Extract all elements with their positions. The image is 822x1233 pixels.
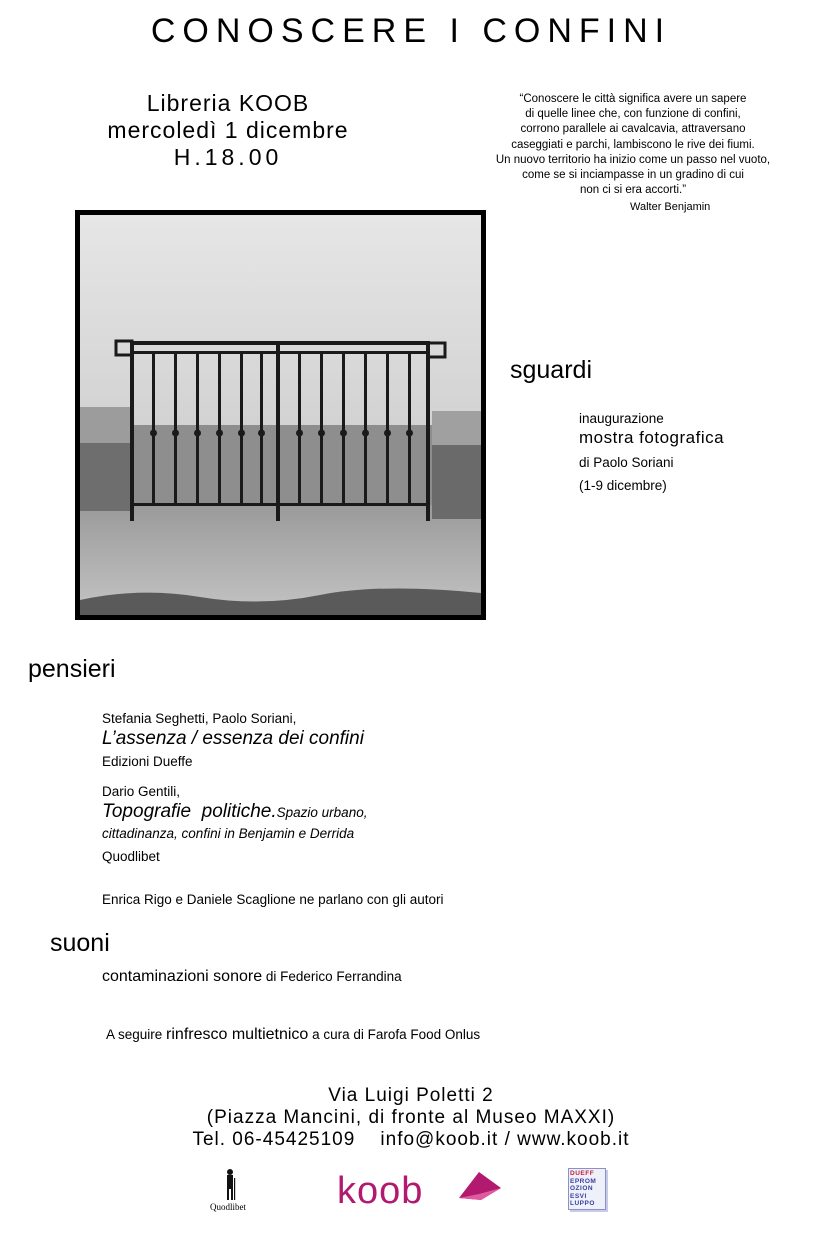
event-date: mercoledì 1 dicembre [107, 117, 349, 143]
quote-author: Walter Benjamin [630, 201, 711, 213]
book2-author: Dario Gentili, [102, 784, 181, 799]
exhibition-title: mostra fotografica [579, 428, 725, 447]
koob-logo-text: koob [337, 1170, 424, 1212]
dueffe-line: OZION [570, 1185, 594, 1192]
event-time: H.18.00 [173, 144, 283, 170]
dueffe-text [570, 1170, 596, 1208]
section-sguardi: sguardi [510, 356, 592, 384]
railing-photo [75, 210, 486, 620]
quote-line: caseggiati e parchi, lambiscono le rive dei fiumi. [511, 138, 755, 151]
book1-authors: Stefania Seghetti, Paolo Soriani, [102, 711, 297, 726]
book2-title: Topografie politiche. [102, 801, 277, 822]
rinfresco-bold: rinfresco multietnico [166, 1026, 309, 1043]
quodlibet-label: Quodlibet [210, 1202, 246, 1212]
event-info [18, 90, 438, 171]
address-landmark: (Piazza Mancini, di fronte al Museo MAXXI) [206, 1107, 616, 1128]
railing-photo-image [80, 215, 481, 615]
book1-publisher: Edizioni Dueffe [102, 754, 193, 769]
exhibition-dates: (1-9 dicembre) [579, 478, 667, 493]
suoni-line [102, 968, 402, 986]
book1-title: L’assenza / essenza dei confini [102, 728, 364, 749]
benjamin-quote [450, 92, 816, 198]
venue-name: Libreria KOOB [146, 90, 310, 116]
rinfresco-line [106, 1026, 480, 1044]
section-pensieri: pensieri [28, 655, 116, 683]
quote-line: Un nuovo territorio ha inizio come un passo nel vuoto, [495, 153, 771, 166]
poster-title: CONOSCERE I CONFINI [150, 12, 672, 50]
dueffe-line: EPROM [570, 1177, 597, 1185]
quote-line: “Conoscere le città significa avere un sapere [519, 93, 747, 105]
dueffe-line: LUPPO [570, 1200, 595, 1207]
section-suoni: suoni [50, 929, 110, 957]
quote-line: di quelle linee che, con funzione di confini, [525, 108, 741, 121]
photographer: di Paolo Soriani [579, 455, 674, 470]
quote-line: come se si inciampasse in un gradino di cui [522, 169, 744, 182]
contact-info: Tel. 06-45425109 info@koob.it / www.koob.it [192, 1129, 630, 1150]
suoni-bold: contaminazioni sonore [102, 968, 263, 985]
rinfresco-post: a cura di Farofa Food Onlus [308, 1027, 481, 1042]
dueffe-logo [568, 1168, 606, 1212]
quodlibet-logo [210, 1168, 246, 1212]
address-street: Via Luigi Poletti 2 [328, 1085, 494, 1106]
sguardi-line: inaugurazione [579, 411, 664, 426]
book2-subtitle-a: Spazio urbano, [276, 805, 368, 820]
book2-title-line [102, 801, 367, 823]
quote-line: corrono parallele ai cavalcavia, attraversano [520, 123, 746, 136]
rinfresco-pre: A seguire [106, 1027, 167, 1042]
quote-line: non ci si era accorti.” [579, 184, 687, 197]
dueffe-line: DUEFF [570, 1170, 595, 1177]
suoni-rest: di Federico Ferrandina [262, 969, 402, 984]
quodlibet-figure-icon [214, 1168, 246, 1202]
book2-subtitle-b: cittadinanza, confini in Benjamin e Derrida [102, 826, 355, 841]
discussion-text: Enrica Rigo e Daniele Scaglione ne parlano con gli autori [102, 892, 444, 907]
koob-logo-icon [455, 1168, 505, 1204]
book2-publisher: Quodlibet [102, 849, 160, 864]
dueffe-line: ESVI [570, 1192, 587, 1200]
